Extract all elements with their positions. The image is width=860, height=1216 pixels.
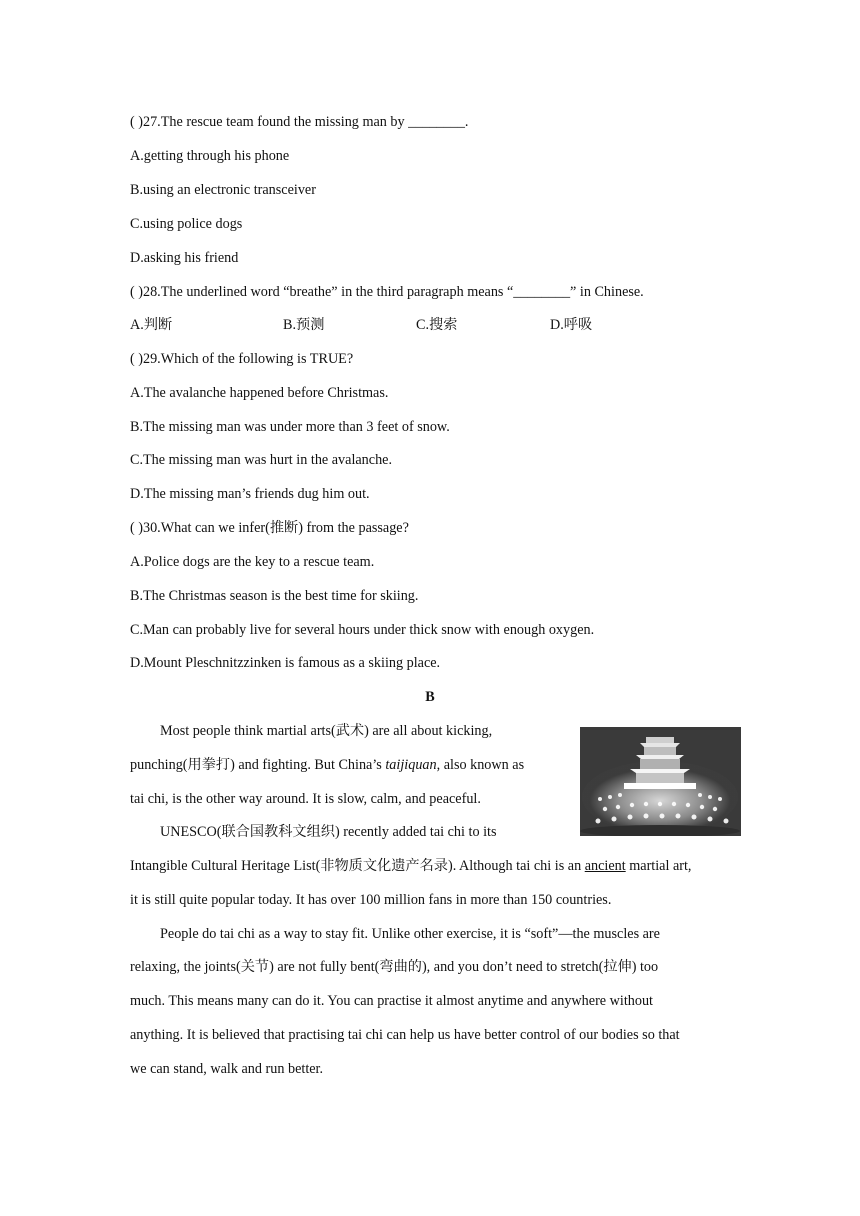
question-29-option-b: B.The missing man was under more than 3 feet of snow. bbox=[130, 419, 450, 435]
paragraph-3-line-1: People do tai chi as a way to stay fit. Unlike other exercise, it is “soft”—the muscles are bbox=[160, 926, 660, 942]
paragraph-1-line-3: tai chi, is the other way around. It is slow, calm, and peaceful. bbox=[130, 791, 481, 807]
question-30-option-b: B.The Christmas season is the best time for skiing. bbox=[130, 588, 419, 604]
question-27-option-c: C.using police dogs bbox=[130, 216, 243, 232]
question-30-option-d: D.Mount Pleschnitzzinken is famous as a skiing place. bbox=[130, 655, 441, 671]
paragraph-3-line-5: we can stand, walk and run better. bbox=[130, 1061, 324, 1077]
tai-chi-photo-illustration bbox=[580, 727, 741, 836]
question-29-stem: ( )29.Which of the following is TRUE? bbox=[130, 351, 354, 367]
section-b-heading: B bbox=[425, 689, 435, 705]
question-28-option-d: D.呼吸 bbox=[550, 317, 593, 333]
paragraph-3-line-2: relaxing, the joints(关节) are not fully bent(弯曲的), and you don’t need to stretch(拉伸) too bbox=[130, 959, 659, 975]
paragraph-3-line-3: much. This means many can do it. You can practise it almost anytime and anywhere without bbox=[130, 993, 653, 1009]
question-27-option-d: D.asking his friend bbox=[130, 250, 239, 266]
question-30-option-a: A.Police dogs are the key to a rescue team. bbox=[130, 554, 375, 570]
paragraph-1-line-2: punching(用拳打) and fighting. But China’s taijiquan, also known as bbox=[130, 757, 525, 773]
paragraph-3-line-4: anything. It is believed that practising tai chi can help us have better control of our bodies so that bbox=[130, 1027, 680, 1043]
question-28-option-c: C.搜索 bbox=[416, 317, 458, 333]
paragraph-2-line-1: UNESCO(联合国教科文组织) recently added tai chi to its bbox=[160, 824, 497, 840]
question-27-option-b: B.using an electronic transceiver bbox=[130, 182, 316, 198]
question-29-option-c: C.The missing man was hurt in the avalanche. bbox=[130, 452, 393, 468]
question-29-option-a: A.The avalanche happened before Christmas. bbox=[130, 385, 389, 401]
ancient-underlined: ancient bbox=[584, 858, 626, 874]
question-30-stem: ( )30.What can we infer(推断) from the passage? bbox=[130, 520, 409, 536]
question-27-stem: ( )27.The rescue team found the missing man by ________. bbox=[130, 114, 469, 130]
paragraph-2-line-2: Intangible Cultural Heritage List(非物质文化遗产名录). Although tai chi is an ancient martial art, bbox=[130, 858, 692, 874]
question-28-stem: ( )28.The underlined word “breathe” in the third paragraph means “________” in Chinese. bbox=[130, 284, 644, 300]
tai-chi-performance-photo bbox=[580, 727, 741, 836]
question-28-options bbox=[130, 316, 730, 334]
question-28-option-a: A.判断 bbox=[130, 317, 173, 333]
paragraph-2-line-3: it is still quite popular today. It has over 100 million fans in more than 150 countries. bbox=[130, 892, 612, 908]
question-29-option-d: D.The missing man’s friends dug him out. bbox=[130, 486, 370, 502]
taijiquan-italic: taijiquan bbox=[385, 757, 437, 773]
question-27-option-a: A.getting through his phone bbox=[130, 148, 290, 164]
question-28-option-b: B.预测 bbox=[283, 317, 325, 333]
paragraph-1-line-1: Most people think martial arts(武术) are all about kicking, bbox=[160, 723, 493, 739]
question-30-option-c: C.Man can probably live for several hours under thick snow with enough oxygen. bbox=[130, 622, 595, 638]
